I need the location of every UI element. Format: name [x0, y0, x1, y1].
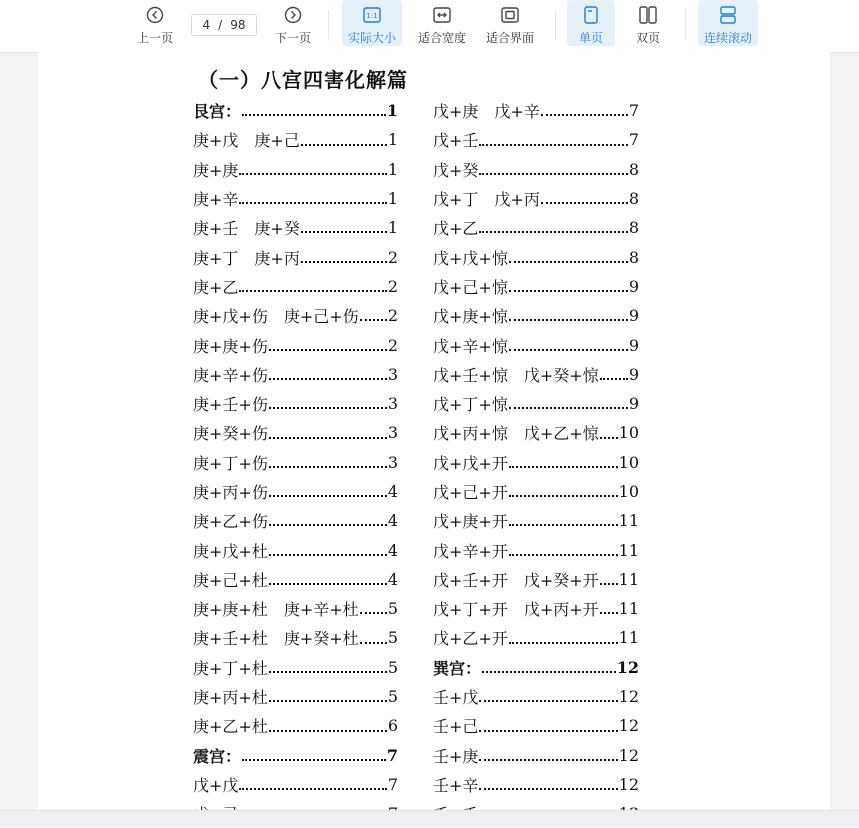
- toc-leader-dots: [479, 700, 617, 702]
- toc-entry-title: 戊+壬: [433, 131, 479, 151]
- toc-entry-title: 庚+壬 庚+癸: [193, 219, 300, 239]
- toc-entry-title: 庚+戊 庚+己: [193, 131, 300, 151]
- toc-entry-title: 庚+戊+杜: [193, 541, 268, 561]
- toc-entry[interactable]: [193, 565, 398, 594]
- toc-entry-title: 庚+癸+伤: [193, 424, 268, 444]
- toc-leader-dots: [242, 114, 386, 116]
- toc-entry-title: 庚+丁+杜: [193, 658, 268, 678]
- toc-entry[interactable]: [193, 711, 398, 740]
- page-title: （一）八宫四害化解篇: [198, 68, 408, 92]
- toc-entry-title: 艮宫：: [193, 102, 242, 122]
- toc-entry[interactable]: [433, 184, 639, 213]
- prev-page-button[interactable]: [133, 0, 177, 46]
- toc-entry-page: 1: [387, 159, 398, 179]
- toc-leader-dots: [509, 319, 628, 321]
- toc-entry-page: 5: [387, 628, 398, 648]
- fit-page-label: 适合界面: [485, 31, 534, 45]
- toc-leader-dots: [269, 378, 387, 380]
- toc-entry-title: 庚+乙: [193, 277, 239, 297]
- toc-entry-title: 庚+壬+杜 庚+癸+杜: [193, 629, 359, 649]
- toc-entry[interactable]: [433, 477, 639, 506]
- toc-entry-page: 4: [387, 569, 398, 589]
- double-page-button[interactable]: [624, 0, 672, 46]
- toc-entry-title: 戊+丁 戊+丙: [433, 190, 540, 210]
- toc-entry-title: 戊+乙: [433, 219, 479, 239]
- toc-entry-page: 11: [618, 569, 639, 589]
- toc-entry-title: 戊+己+开: [433, 483, 508, 502]
- toc-entry-page: 12: [618, 774, 639, 794]
- toc-entry-page: 8: [628, 247, 639, 267]
- toc-entry[interactable]: [433, 711, 639, 740]
- toc-entry[interactable]: [433, 213, 639, 242]
- chevron-right-circle-icon: [284, 5, 302, 25]
- toc-entry-title: 戊+丁+惊: [433, 395, 508, 415]
- toc-entry[interactable]: [193, 184, 398, 213]
- toc-leader-dots: [269, 407, 387, 409]
- toc-leader-dots: [600, 583, 618, 585]
- toc-entry-page: 8: [628, 189, 639, 209]
- toc-leader-dots: [301, 231, 387, 233]
- toc-entry-page: 6: [387, 716, 398, 736]
- double-page-icon: [639, 5, 657, 25]
- toc-leader-dots: [479, 173, 627, 175]
- toc-entry[interactable]: [193, 418, 398, 447]
- toolbar-divider: [555, 10, 556, 40]
- toc-entry-title: 震宫：: [193, 746, 242, 766]
- toc-entry-page: 12: [618, 687, 639, 707]
- toc-entry-title: 巽宫：: [433, 658, 482, 678]
- toc-leader-dots: [541, 202, 628, 204]
- toc-entry-title: 庚+己+杜: [193, 570, 268, 590]
- toc-leader-dots: [509, 407, 628, 409]
- next-page-label: 下一页: [274, 31, 311, 45]
- toc-entry-title: 庚+庚+伤: [193, 336, 268, 356]
- toc-entry-title: 戊+丁+开 戊+丙+开: [433, 600, 599, 620]
- toc-entry-page: 3: [387, 394, 398, 414]
- fit-page-button[interactable]: [482, 0, 538, 46]
- toc-entry-title: 庚+辛+伤: [193, 365, 268, 385]
- toc-leader-dots: [301, 144, 387, 146]
- toc-leader-dots: [600, 437, 618, 439]
- toc-entry-title: 壬+己: [433, 717, 479, 737]
- viewer-toolbar: [0, 0, 859, 53]
- toc-entry-page: 1: [387, 130, 398, 150]
- toc-entry-title: 庚+戊+伤 庚+己+伤: [193, 307, 359, 327]
- continuous-scroll-label: 连续滚动: [703, 31, 752, 45]
- toc-entry-page: 10: [618, 423, 639, 443]
- toc-entry-page: 7: [386, 745, 398, 765]
- toc-entry[interactable]: [193, 682, 398, 711]
- toc-entry[interactable]: [433, 96, 639, 125]
- toc-leader-dots: [269, 554, 387, 556]
- toc-entry-title: 戊+戊+开: [433, 453, 508, 473]
- toc-entry-title: 庚+乙+杜: [193, 717, 268, 737]
- toc-leader-dots: [509, 290, 628, 292]
- toc-entry-title: 庚+庚: [193, 160, 239, 180]
- toc-entry[interactable]: [433, 506, 639, 535]
- document-page: [38, 52, 830, 810]
- toc-entry[interactable]: [193, 125, 398, 154]
- toc-entry[interactable]: [433, 272, 639, 301]
- toc-entry[interactable]: [433, 565, 639, 594]
- toc-entry-page: 7: [628, 101, 639, 121]
- toc-leader-dots: [269, 583, 387, 585]
- toc-entry-page: 4: [387, 540, 398, 560]
- toc-entry-title: 壬+戊: [433, 688, 479, 708]
- toc-leader-dots: [269, 524, 387, 526]
- toc-leader-dots: [269, 671, 387, 673]
- single-page-label: 单页: [578, 31, 603, 45]
- toc-entry-page: 11: [618, 628, 639, 648]
- toc-right-column: [433, 96, 639, 828]
- toc-entry[interactable]: [193, 96, 398, 125]
- toc-entry-page: 3: [387, 452, 398, 472]
- toc-entry[interactable]: [193, 330, 398, 359]
- toc-leader-dots: [600, 378, 628, 380]
- toc-entry-page: 9: [628, 364, 639, 384]
- actual-size-label: 实际大小: [347, 31, 396, 45]
- toc-entry[interactable]: [433, 682, 639, 711]
- toc-entry-page: 5: [387, 657, 398, 677]
- continuous-scroll-icon: [720, 5, 736, 25]
- toc-entry[interactable]: [193, 477, 398, 506]
- toc-entry-title: 戊+庚+开: [433, 512, 508, 532]
- toc-leader-dots: [541, 114, 628, 116]
- toc-entry[interactable]: [433, 155, 639, 184]
- toc-leader-dots: [360, 319, 387, 321]
- fit-page-icon: [501, 5, 519, 25]
- toc-leader-dots: [360, 612, 387, 614]
- toc-entry-page: 10: [618, 452, 639, 472]
- toc-entry[interactable]: [193, 360, 398, 389]
- toc-entry-title: 戊+己+惊: [433, 277, 508, 297]
- toc-leader-dots: [269, 495, 387, 497]
- toc-entry[interactable]: [433, 125, 639, 154]
- fit-width-button[interactable]: [414, 0, 470, 46]
- toc-entry[interactable]: [193, 594, 398, 623]
- toc-entry-title: 戊+辛+开: [433, 541, 508, 561]
- toc-entry[interactable]: [433, 360, 639, 389]
- toc-entry[interactable]: [193, 448, 398, 477]
- toc-entry[interactable]: [433, 301, 639, 330]
- toc-entry[interactable]: [433, 418, 639, 447]
- toc-entry[interactable]: [433, 242, 639, 271]
- double-page-label: 双页: [635, 31, 660, 45]
- toc-entry-title: 庚+丙+伤: [193, 483, 268, 502]
- toc-entry-title: 庚+壬+伤: [193, 395, 268, 415]
- toc-entry[interactable]: [433, 448, 639, 477]
- toc-entry[interactable]: [193, 155, 398, 184]
- toc-entry-page: 8: [628, 218, 639, 238]
- toc-entry-page: 10: [618, 482, 639, 501]
- toc-entry-page: 12: [616, 657, 639, 677]
- toolbar-divider: [328, 10, 329, 40]
- toc-leader-dots: [479, 759, 617, 761]
- toc-entry[interactable]: [193, 389, 398, 418]
- toc-entry-title: 壬+辛: [433, 775, 479, 795]
- toc-entry[interactable]: [433, 535, 639, 564]
- toc-entry[interactable]: [433, 389, 639, 418]
- page-separator: /: [218, 18, 223, 32]
- toc-leader-dots: [479, 144, 627, 146]
- toolbar-divider: [685, 10, 686, 40]
- toc-entry-title: 戊+癸: [433, 160, 479, 180]
- toc-leader-dots: [482, 671, 616, 673]
- toc-entry-title: 戊+戊: [193, 775, 239, 795]
- actual-size-button[interactable]: [342, 0, 402, 46]
- toc-entry-page: 12: [618, 745, 639, 765]
- toc-left-column: [193, 96, 398, 828]
- toc-leader-dots: [269, 466, 387, 468]
- toc-entry-page: 2: [387, 335, 398, 355]
- toc-leader-dots: [360, 642, 387, 644]
- toc-entry-page: 4: [387, 511, 398, 531]
- toc-leader-dots: [269, 700, 387, 702]
- toc-entry-title: 戊+庚+惊: [433, 307, 508, 327]
- toc-entry-title: 戊+辛+惊: [433, 336, 508, 356]
- toc-entry[interactable]: [193, 242, 398, 271]
- toc-leader-dots: [301, 261, 387, 263]
- toc-entry-title: 庚+辛: [193, 190, 239, 210]
- toc-entry[interactable]: [433, 623, 639, 652]
- toc-leader-dots: [509, 349, 628, 351]
- toc-entry-title: 庚+丁+伤: [193, 453, 268, 473]
- toc-leader-dots: [479, 231, 627, 233]
- toc-entry-title: 戊+丙+惊 戊+乙+惊: [433, 424, 599, 444]
- toc-entry-title: 庚+丁 庚+丙: [193, 248, 300, 268]
- toc-entry-title: 庚+丙+杜: [193, 688, 268, 708]
- toc-entry-page: 2: [387, 306, 398, 326]
- toc-entry-title: 庚+乙+伤: [193, 512, 268, 532]
- prev-page-label: 上一页: [136, 31, 173, 45]
- toc-entry[interactable]: [193, 623, 398, 652]
- toc-entry-title: 戊+戊+惊: [433, 248, 508, 268]
- continuous-scroll-button[interactable]: [698, 0, 758, 46]
- toc-leader-dots: [509, 466, 618, 468]
- next-page-button[interactable]: [271, 0, 315, 46]
- toc-entry-title: 戊+壬+开 戊+癸+开: [433, 570, 599, 590]
- toc-leader-dots: [509, 642, 618, 644]
- total-pages: 98: [230, 18, 246, 32]
- toc-entry-title: 庚+庚+杜 庚+辛+杜: [193, 600, 359, 620]
- actual-size-icon: [363, 5, 381, 25]
- fit-width-icon: [433, 5, 451, 25]
- single-page-button[interactable]: [567, 0, 615, 46]
- toc-leader-dots: [600, 612, 618, 614]
- toc-entry-page: 12: [618, 716, 639, 736]
- toc-entry-page: 5: [387, 599, 398, 619]
- toc-entry-page: 7: [628, 130, 639, 150]
- toc-entry-page: 1: [387, 218, 398, 238]
- toc-entry[interactable]: [433, 741, 639, 770]
- toc-entry-page: 4: [387, 482, 398, 501]
- toc-entry-page: 9: [628, 306, 639, 326]
- toc-entry-page: 8: [628, 159, 639, 179]
- actual-size-icon-text: 1:1: [366, 11, 378, 20]
- toc-entry[interactable]: [193, 653, 398, 682]
- toc-entry-page: 1: [387, 189, 398, 209]
- toc-entry-title: 壬+庚: [433, 746, 479, 766]
- toc-entry-page: 11: [618, 511, 639, 531]
- toc-entry-page: 9: [628, 276, 639, 296]
- toc-leader-dots: [269, 349, 387, 351]
- toc-leader-dots: [509, 524, 618, 526]
- current-page: 4: [202, 18, 211, 32]
- toc-leader-dots: [239, 202, 386, 204]
- toc-entry[interactable]: [193, 301, 398, 330]
- toc-entry[interactable]: [433, 594, 639, 623]
- toc-entry-page: 7: [387, 774, 398, 794]
- toc-leader-dots: [479, 788, 617, 790]
- toc-leader-dots: [269, 437, 387, 439]
- toc-entry[interactable]: [433, 330, 639, 359]
- toc-leader-dots: [239, 290, 386, 292]
- toc-leader-dots: [509, 554, 618, 556]
- chevron-left-circle-icon: [146, 5, 164, 25]
- horizontal-scrollbar[interactable]: [0, 810, 859, 826]
- toc-entry-page: 5: [387, 687, 398, 707]
- toc-entry[interactable]: [193, 535, 398, 564]
- toc-entry-page: 9: [628, 335, 639, 355]
- toc-leader-dots: [509, 261, 628, 263]
- toc-entry-title: 戊+壬+惊 戊+癸+惊: [433, 365, 599, 385]
- toc-entry[interactable]: [193, 506, 398, 535]
- page-number-field[interactable]: [191, 14, 257, 36]
- toc-entry-page: 11: [618, 540, 639, 560]
- toc-entry-title: 戊+乙+开: [433, 629, 508, 649]
- toc-entry[interactable]: [433, 653, 639, 682]
- toc-entry-page: 3: [387, 364, 398, 384]
- toc-entry[interactable]: [193, 770, 398, 799]
- toc-entry-page: 2: [387, 247, 398, 267]
- toc-entry[interactable]: [193, 741, 398, 770]
- toc-entry-page: 3: [387, 423, 398, 443]
- toc-leader-dots: [239, 173, 386, 175]
- toc-entry-title: 戊+庚 戊+辛: [433, 102, 540, 122]
- toc-entry-page: 2: [387, 276, 398, 296]
- toc-leader-dots: [269, 730, 387, 732]
- toc-entry[interactable]: [433, 770, 639, 799]
- fit-width-label: 适合宽度: [417, 31, 466, 45]
- toc-entry[interactable]: [193, 272, 398, 301]
- single-page-icon: [584, 5, 598, 25]
- toc-entry-page: 1: [386, 101, 398, 121]
- toc-entry[interactable]: [193, 213, 398, 242]
- toc-leader-dots: [242, 759, 386, 761]
- toc-entry-page: 9: [628, 394, 639, 414]
- toc-leader-dots: [509, 495, 618, 497]
- toc-leader-dots: [239, 788, 386, 790]
- toc-leader-dots: [479, 730, 617, 732]
- toc-entry-page: 11: [618, 599, 639, 619]
